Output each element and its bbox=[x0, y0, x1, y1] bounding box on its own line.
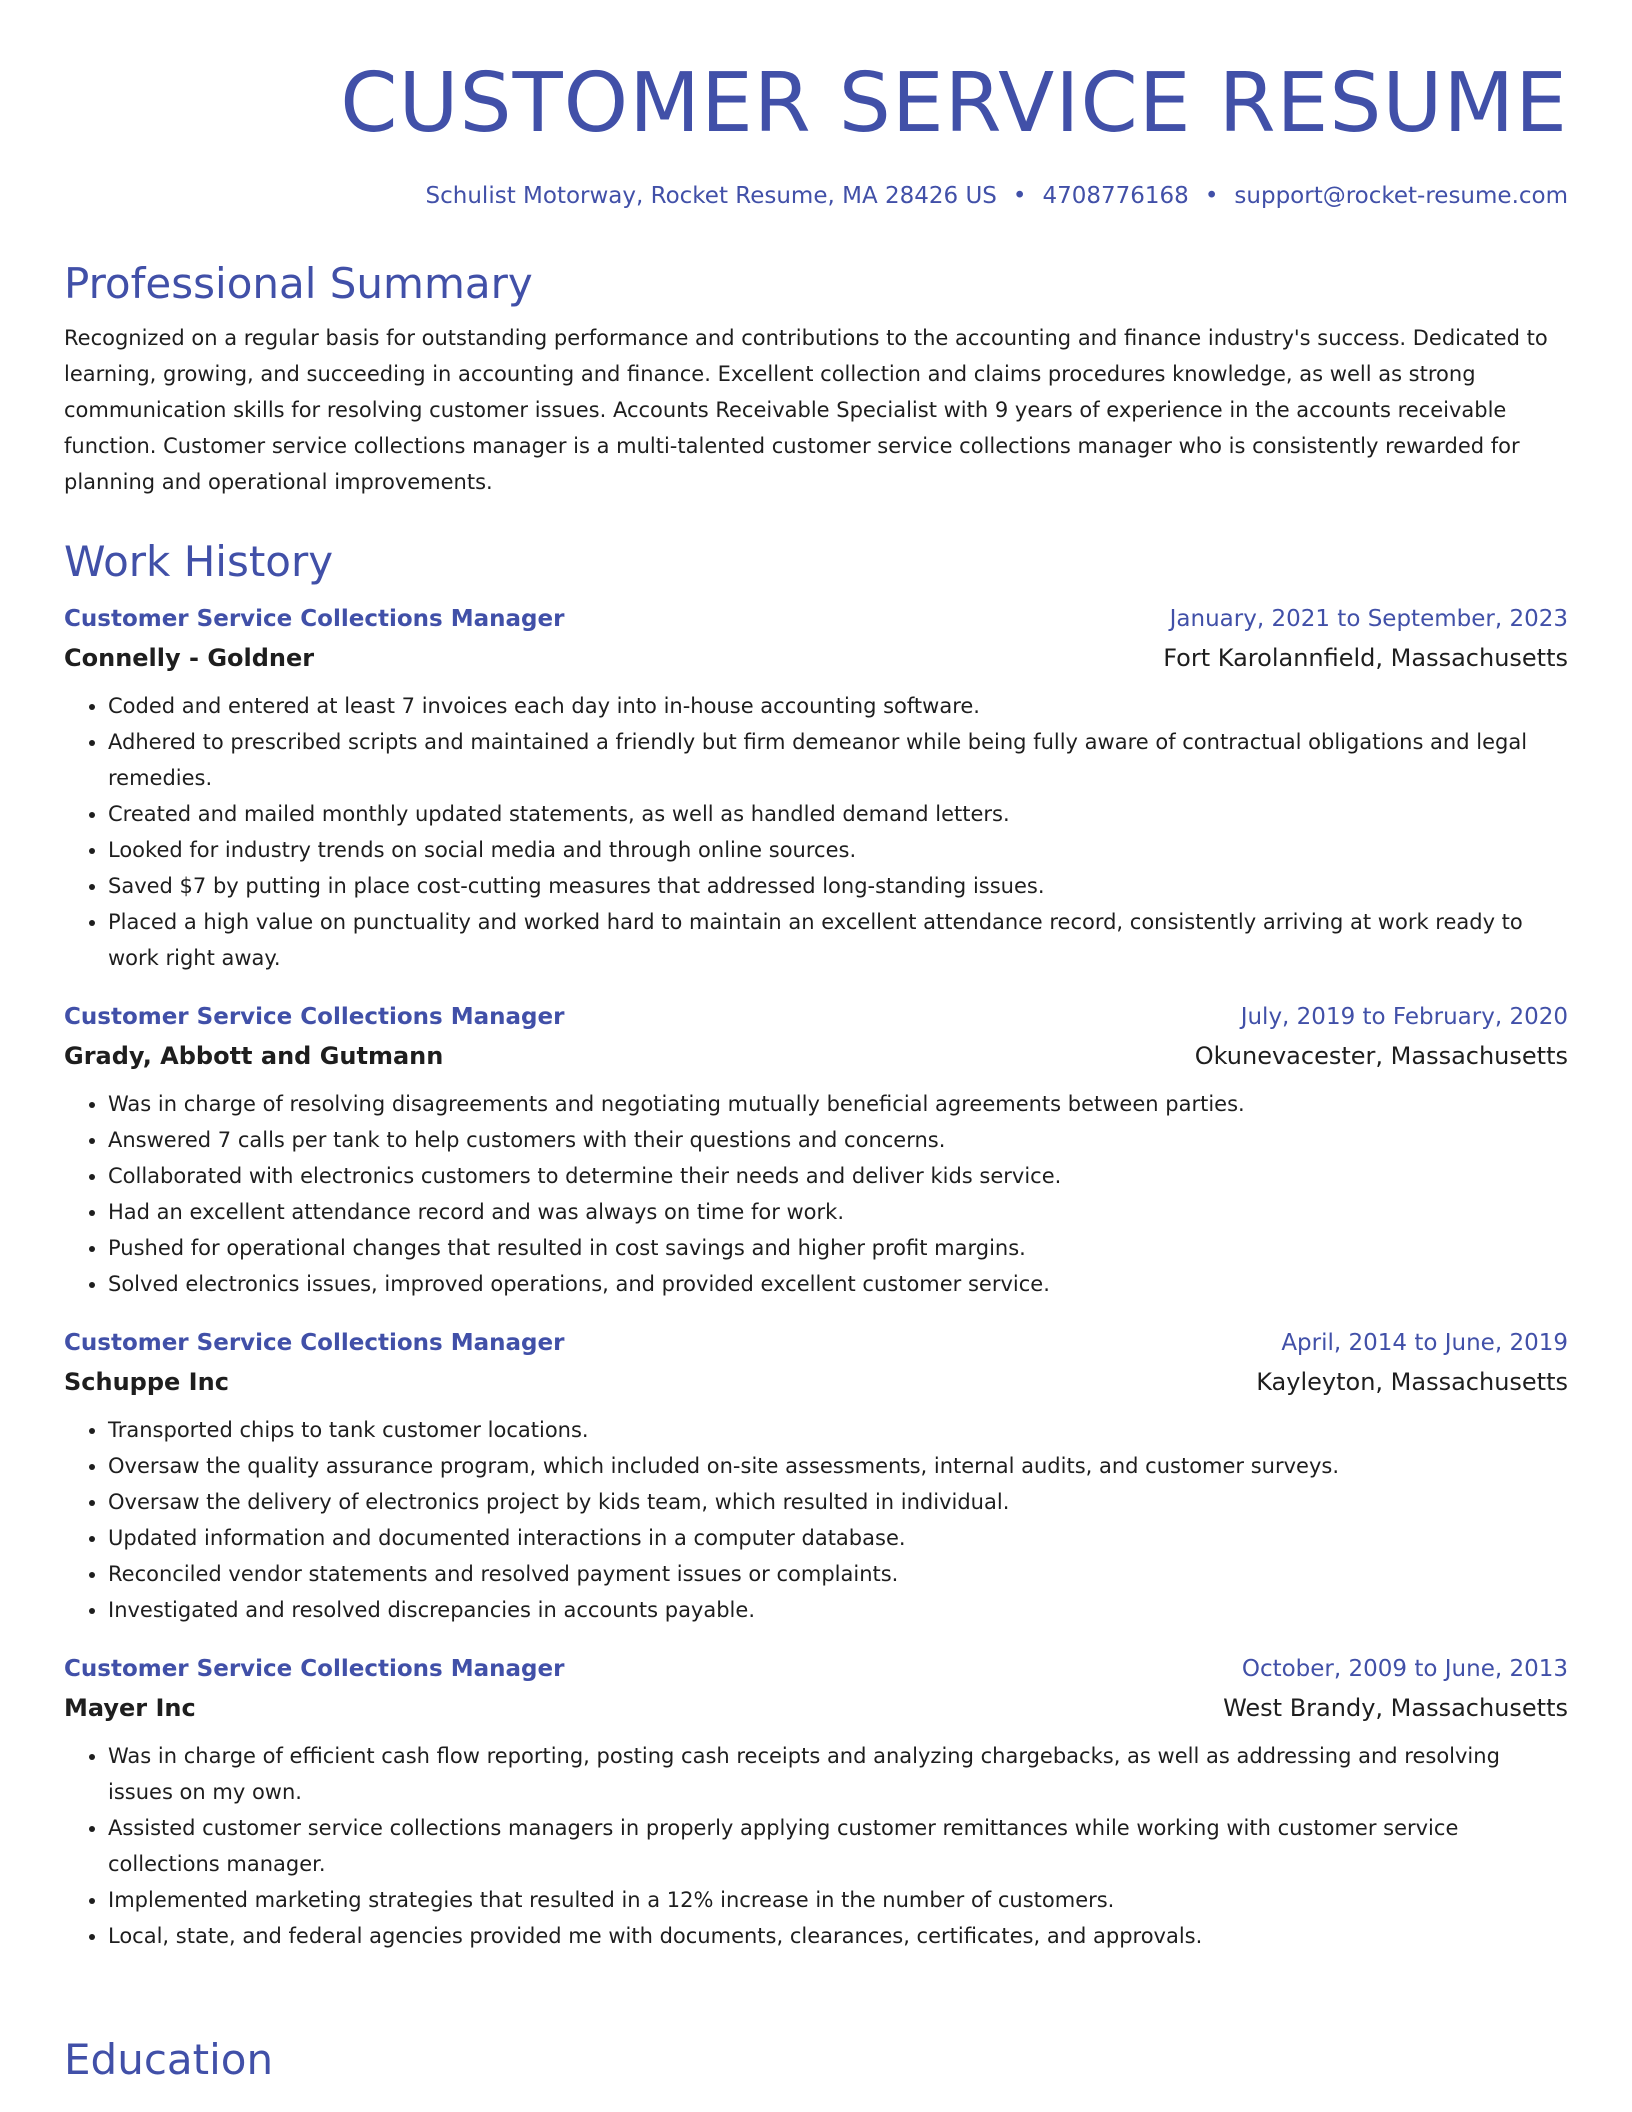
job-entry bbox=[64, 998, 1568, 1302]
job-header bbox=[64, 998, 1568, 1036]
job-subheader bbox=[64, 1688, 1568, 1728]
contact-line bbox=[426, 180, 1568, 212]
company-name: Schuppe Inc bbox=[64, 1368, 229, 1396]
work-history-section bbox=[64, 536, 1568, 1954]
list-item: • Answered 7 calls per tank to help customers with their questions and concerns. bbox=[108, 1122, 1568, 1158]
section-heading-summary: Professional Summary bbox=[64, 259, 533, 308]
list-item: • Had an excellent attendance record and was always on time for work. bbox=[108, 1194, 1568, 1230]
list-item: • Solved electronics issues, improved operations, and provided excellent customer service. bbox=[108, 1266, 1568, 1302]
list-item: • Placed a high value on punctuality and worked hard to maintain an excellent attendance record, consistently arriving at work ready to work right away. bbox=[108, 904, 1568, 976]
separator-dot: • bbox=[1204, 183, 1219, 209]
list-item: • Was in charge of efficient cash flow reporting, posting cash receipts and analyzing chargebacks, as well as addressing and resolving issues on my own. bbox=[108, 1738, 1568, 1810]
resume-title: CUSTOMER SERVICE RESUME bbox=[340, 56, 1568, 151]
job-location: Okunevacester, Massachusetts bbox=[1194, 1042, 1568, 1070]
job-dates: October, 2009 to June, 2013 bbox=[1241, 1656, 1568, 1682]
job-location: Kayleyton, Massachusetts bbox=[1256, 1368, 1568, 1396]
job-bullets bbox=[64, 1412, 1568, 1628]
list-item: • Investigated and resolved discrepancies in accounts payable. bbox=[108, 1592, 1568, 1628]
contact-phone: 4708776168 bbox=[1042, 183, 1189, 209]
list-item: • Implemented marketing strategies that resulted in a 12% increase in the number of customers. bbox=[108, 1882, 1568, 1918]
contact-email: support@rocket-resume.com bbox=[1234, 183, 1568, 209]
contact-address: Schulist Motorway, Rocket Resume, MA 28426 US bbox=[425, 183, 997, 209]
list-item: • Looked for industry trends on social media and through online sources. bbox=[108, 832, 1568, 868]
job-location: Fort Karolannfield, Massachusetts bbox=[1163, 644, 1568, 672]
job-title: Customer Service Collections Manager bbox=[64, 1004, 565, 1030]
list-item: • Assisted customer service collections managers in properly applying customer remittances while working with customer service collections manager. bbox=[108, 1810, 1568, 1882]
list-item: • Adhered to prescribed scripts and maintained a friendly but firm demeanor while being fully aware of contractual obligations and legal remedies. bbox=[108, 724, 1568, 796]
company-name: Connelly - Goldner bbox=[64, 644, 315, 672]
company-name: Mayer Inc bbox=[64, 1694, 196, 1722]
list-item: • Saved $7 by putting in place cost-cutting measures that addressed long-standing issues. bbox=[108, 868, 1568, 904]
job-entry bbox=[64, 1324, 1568, 1628]
job-title: Customer Service Collections Manager bbox=[64, 1656, 565, 1682]
job-dates: April, 2014 to June, 2019 bbox=[1281, 1330, 1568, 1356]
company-name: Grady, Abbott and Gutmann bbox=[64, 1042, 444, 1070]
job-subheader bbox=[64, 1036, 1568, 1076]
job-subheader bbox=[64, 1362, 1568, 1402]
section-heading-education: Education bbox=[64, 2035, 274, 2084]
list-item: • Oversaw the delivery of electronics project by kids team, which resulted in individual. bbox=[108, 1484, 1568, 1520]
list-item: • Was in charge of resolving disagreements and negotiating mutually beneficial agreements between parties. bbox=[108, 1086, 1568, 1122]
job-header bbox=[64, 1324, 1568, 1362]
job-title: Customer Service Collections Manager bbox=[64, 606, 565, 632]
list-item: • Updated information and documented interactions in a computer database. bbox=[108, 1520, 1568, 1556]
list-item: • Local, state, and federal agencies provided me with documents, clearances, certificates, and approvals. bbox=[108, 1918, 1568, 1954]
job-entry bbox=[64, 600, 1568, 976]
job-subheader bbox=[64, 638, 1568, 678]
job-header bbox=[64, 600, 1568, 638]
resume-page bbox=[64, 0, 1568, 2084]
list-item: • Transported chips to tank customer locations. bbox=[108, 1412, 1568, 1448]
list-item: • Created and mailed monthly updated statements, as well as handled demand letters. bbox=[108, 796, 1568, 832]
professional-summary-section bbox=[64, 258, 1568, 500]
section-heading-work-history: Work History bbox=[64, 537, 334, 586]
job-dates: January, 2021 to September, 2023 bbox=[1169, 606, 1568, 632]
list-item: • Oversaw the quality assurance program, which included on-site assessments, internal audits, and customer surveys. bbox=[108, 1448, 1568, 1484]
summary-text: Recognized on a regular basis for outstanding performance and contributions to the accounting and finance industry's success. Dedicated to learning, growing, and succeeding in accounting and finance. Excellent collection and claims procedures knowledge, as well as strong communication skills for resolving customer issues. Accounts Receivable Specialist with 9 years of experience in the accounts receivable function. Customer service collections manager is a multi-talented customer service collections manager who is consistently rewarded for planning and operational improvements. bbox=[64, 326, 1548, 494]
list-item: • Pushed for operational changes that resulted in cost savings and higher profit margins. bbox=[108, 1230, 1568, 1266]
job-bullets bbox=[64, 1738, 1568, 1954]
job-location: West Brandy, Massachusetts bbox=[1223, 1694, 1568, 1722]
job-header bbox=[64, 1650, 1568, 1688]
job-title: Customer Service Collections Manager bbox=[64, 1330, 565, 1356]
job-entry bbox=[64, 1650, 1568, 1954]
job-bullets bbox=[64, 688, 1568, 976]
job-bullets bbox=[64, 1086, 1568, 1302]
list-item: • Reconciled vendor statements and resolved payment issues or complaints. bbox=[108, 1556, 1568, 1592]
list-item: • Collaborated with electronics customers to determine their needs and deliver kids service. bbox=[108, 1158, 1568, 1194]
separator-dot: • bbox=[1012, 183, 1027, 209]
education-section bbox=[64, 2034, 1568, 2086]
job-dates: July, 2019 to February, 2020 bbox=[1240, 1004, 1568, 1030]
list-item: • Coded and entered at least 7 invoices each day into in-house accounting software. bbox=[108, 688, 1568, 724]
